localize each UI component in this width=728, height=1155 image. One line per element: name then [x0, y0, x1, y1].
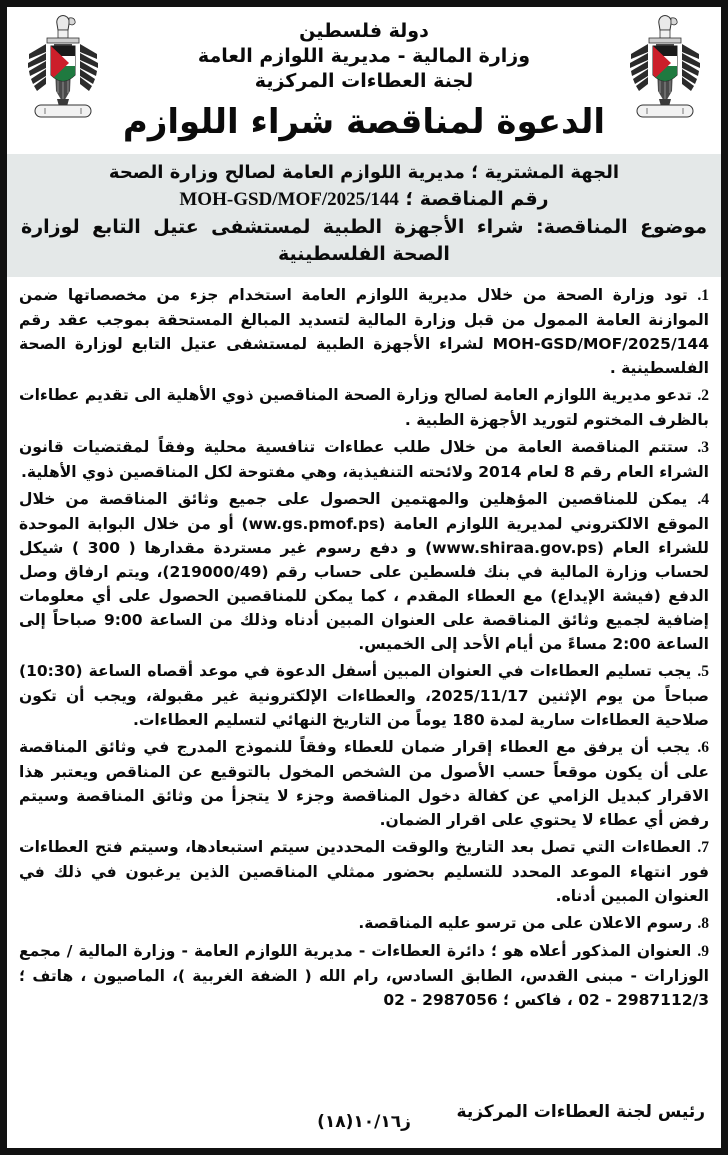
document-header [7, 7, 721, 154]
tender-number-label: رقم المناقصة ؛ [405, 188, 549, 211]
clause-number: 5. [697, 663, 709, 681]
clause-item [19, 435, 709, 484]
clause-number: 8. [697, 915, 709, 933]
clause-item [19, 487, 709, 656]
clause-item [19, 383, 709, 432]
clause-item [19, 283, 709, 380]
clause-text: العطاءات التي تصل بعد التاريخ والوقت المحددين سيتم استبعادها، وسيتم فتح العطاءات فور انتهاء الموعد المحدد للتسليم بحضور ممثلي المناقصين الذين يرغبون في ذلك في العنوان المبين أدناه. [19, 838, 709, 906]
tender-summary-band [7, 154, 721, 277]
header-text-block [7, 19, 721, 94]
clause-number: 1. [697, 286, 709, 304]
clause-item [19, 659, 709, 732]
clause-item [19, 939, 709, 1012]
reference-code: ز١٠/١٦(١٨) [317, 1112, 411, 1132]
clause-item [19, 911, 709, 936]
clause-item [19, 835, 709, 908]
clause-number: 7. [697, 839, 709, 857]
state-name: دولة فلسطين [299, 20, 429, 42]
clause-number: 4. [697, 491, 709, 509]
ministry-name: وزارة المالية - مديرية اللوازم العامة [197, 45, 531, 68]
clause-text: يجب أن يرفق مع العطاء إقرار ضمان للعطاء وفقاً للنموذج المدرج في وثائق المناقصة على أن يكون موقعاً حسب الأصول من الشخص المخول بالتوقيع عن المناقص ويعتبر هذا الاقرار كبديل الزامي عن كفالة دخول المناقصة وجزء لا يتجزأ من وثائق المناقصة وسيتم رفض أي عطاء لا يحتوي على اقرار الضمان. [19, 738, 709, 830]
clause-text: رسوم الاعلان على من ترسو عليه المناقصة. [358, 914, 692, 933]
clause-text: تدعو مديرية اللوازم العامة لصالح وزارة الصحة المناقصين ذوي الأهلية الى تقديم عطاءات بالظرف المختوم لتوريد الأجهزة الطبية . [19, 386, 709, 430]
page-title: الدعوة لمناقصة شراء اللوازم [122, 102, 606, 143]
clause-number: 2. [697, 387, 709, 405]
clause-number: 6. [697, 739, 709, 757]
tender-number-value: MOH-GSD/MOF/2025/144 [179, 189, 399, 211]
document-footer [7, 1096, 721, 1148]
buying-entity: الجهة المشترية ؛ مديرية اللوازم العامة لصالح وزارة الصحة [108, 162, 620, 184]
committee-name: لجنة العطاءات المركزية [254, 70, 474, 93]
clause-text: تود وزارة الصحة من خلال مديرية اللوازم العامة استخدام جزء من مخصصاتها ضمن الموازنة العامة الممول من قبل وزارة المالية لتسديد المبالغ المستحقة بموجب عقد رقم MOH-GSD/MOF/2025/144 لشراء الأجهزة الطبية لمستشفى عتيل التابع لوزارة الصحة الفلسطينية . [19, 285, 709, 378]
clause-number: 3. [697, 439, 709, 457]
clause-text: ستتم المناقصة العامة من خلال طلب عطاءات تنافسية محلية وفقاً لمقتضيات قانون الشراء العام رقم 8 لعام 2014 ولائحته التنفيذية، وهي مفتوحة لكل المناقصين ذوي الأهلية. [19, 438, 709, 482]
clause-text: يمكن للمناقصين المؤهلين والمهتمين الحصول على جميع وثائق المناقصة من خلال الموقع الالكتروني لمديرية اللوازم العامة (ww.gs.pmof.ps) أو من خلال البوابة الموحدة للشراء العام (www.shiraa.gov.ps) و دفع رسوم غير مستردة مقدارها ( 300 ) شيكل لحساب وزارة المالية في بنك فلسطين على حساب رقم (219000/49)، ويتم ارفاق وصل الدفع (فيشة الإيداع) مع العطاء المقدم ، كما يمكن للمناقصين الحصول على أي معلومات إضافية لجميع وثائق المناقصة على العنوان المبين أدناه وذلك من الساعة 9:00 صباحاً إلى الساعة 2:00 مساءً من أيام الأحد إلى الخميس. [19, 490, 710, 654]
clause-number: 9. [697, 943, 709, 961]
tender-subject: موضوع المناقصة: شراء الأجهزة الطبية لمستشفى عتيل التابع لوزارة الصحة الفلسطينية [21, 215, 707, 266]
tender-number-row [21, 186, 707, 214]
clause-text: العنوان المذكور أعلاه هو ؛ دائرة العطاءات - مديرية اللوازم العامة - وزارة المالية / مجمع الوزارات - مبنى القدس، الطابق السادس، رام الله ( الضفة الغربية )، الماصيون ، هاتف ؛ 2987112/3 - 02 ، فاكس ؛ 2987056 - 02 [19, 942, 709, 1010]
clauses-list [7, 277, 721, 1096]
clause-item [19, 735, 709, 832]
palestine-coat-of-arms-icon [627, 13, 703, 121]
clause-text: يجب تسليم العطاءات في العنوان المبين أسفل الدعوة في موعد أقصاه الساعة (10:30) صباحاً من يوم الإثنين 2025/11/17، والعطاءات الإلكترونية غير مقبولة، ويجب أن تكون صلاحية العطاءات سارية لمدة 180 يوماً من التاريخ النهائي لتسليم العطاءات. [19, 662, 710, 730]
palestine-coat-of-arms-icon [25, 13, 101, 121]
signatory-title: رئيس لجنة العطاءات المركزية [456, 1102, 705, 1122]
